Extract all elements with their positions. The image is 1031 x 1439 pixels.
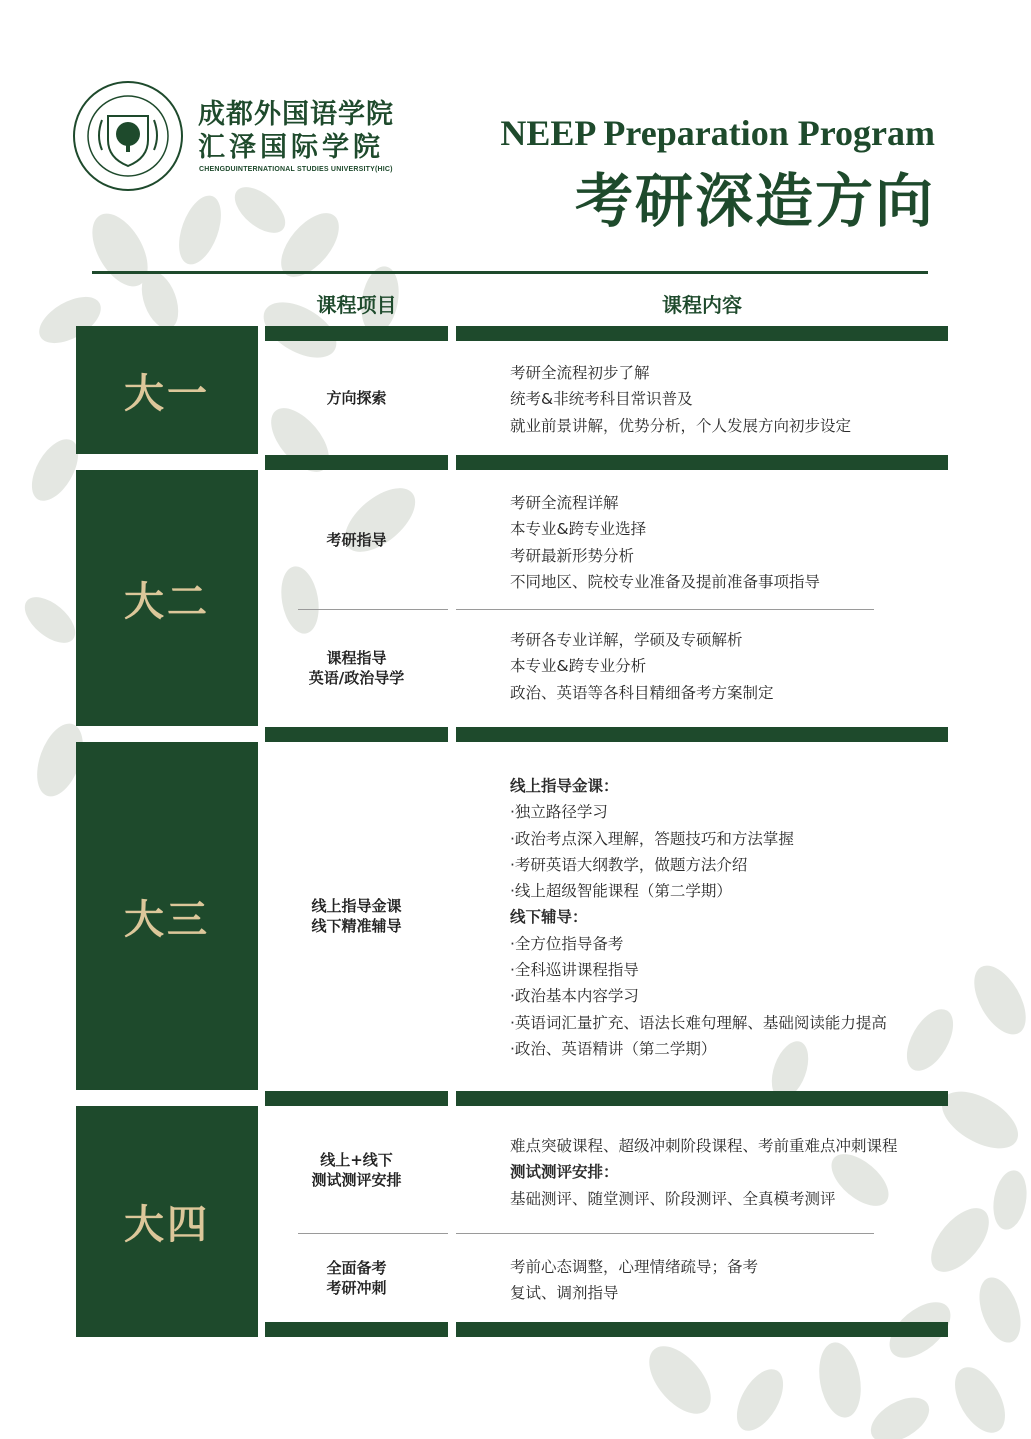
- content-line: 政治、英语等各科目精细备考方案制定: [510, 683, 774, 702]
- content-line: ·政治基本内容学习: [510, 987, 639, 1006]
- content-line: 考研最新形势分析: [510, 546, 635, 565]
- header-divider: [92, 271, 928, 274]
- content-line: ·全方位指导备考: [510, 934, 624, 953]
- content-line: 本专业&跨专业选择: [510, 520, 647, 539]
- row-bar: [456, 727, 948, 742]
- course-item: [265, 610, 448, 726]
- row-separator: [456, 1233, 874, 1234]
- course-item-line: 线上指导金课: [311, 897, 402, 915]
- row-bar: [456, 1322, 948, 1337]
- content-line: ·全科巡讲课程指导: [510, 961, 639, 980]
- course-item-line: 考研冲刺: [326, 1279, 387, 1297]
- course-item: [265, 342, 448, 454]
- content-line: 考研各专业详解，学硕及专硕解析: [510, 631, 743, 649]
- course-item-line: 线上+线下: [320, 1151, 393, 1169]
- content-line: 考研全流程详解: [510, 494, 619, 512]
- row-separator: [456, 609, 874, 610]
- content-line: ·考研英语大纲教学，做题方法介绍: [510, 855, 748, 874]
- content-line: ·线上超级智能课程（第二学期）: [510, 882, 732, 901]
- year-block-4: [76, 1106, 258, 1337]
- content-line: 复试、调剂指导: [510, 1284, 619, 1303]
- course-content: [510, 490, 820, 595]
- row-bar: [265, 1091, 448, 1106]
- row-bar: [265, 455, 448, 470]
- content-line: ·政治考点深入理解，答题技巧和方法掌握: [510, 829, 794, 848]
- year-label: 大四: [124, 1201, 210, 1248]
- course-item-line: 考研指导: [326, 531, 387, 549]
- row-bar: [456, 455, 948, 470]
- program-title-en: NEEP Preparation Program: [500, 113, 935, 153]
- content-line: 本专业&跨专业分析: [510, 657, 647, 676]
- school-name-cn-line1: 成都外国语学院: [198, 99, 394, 130]
- content-heading: 线上指导金课：: [510, 777, 619, 795]
- college-seal-logo: [72, 80, 184, 192]
- content-heading: 线下辅导：: [510, 908, 588, 927]
- course-item-line: 方向探索: [326, 389, 387, 407]
- course-content: [510, 773, 887, 1062]
- course-item-line: 测试测评安排: [311, 1171, 402, 1189]
- content-heading: 测试测评安排：: [510, 1163, 619, 1182]
- year-block-3: [76, 742, 258, 1090]
- content-line: ·政治、英语精讲（第二学期）: [510, 1039, 717, 1058]
- row-bar: [456, 326, 948, 341]
- content-line: 就业前景讲解，优势分析，个人发展方向初步设定: [510, 416, 852, 435]
- content-line: 基础测评、随堂测评、阶段测评、全真模考测评: [510, 1189, 836, 1208]
- year-block-2: [76, 470, 258, 726]
- course-content: [510, 1254, 758, 1307]
- course-item-line: 线下精准辅导: [311, 917, 402, 935]
- column-header-item: 课程项目: [316, 293, 397, 317]
- year-label: 大二: [124, 577, 210, 625]
- program-title-cn: 考研深造方向: [574, 167, 935, 235]
- content-line: 考前心态调整，心理情绪疏导；备考: [510, 1258, 759, 1276]
- year-label: 大一: [124, 369, 210, 417]
- school-name-en: CHENGDUINTERNATIONAL STUDIES UNIVERSITY(HIC): [199, 166, 393, 173]
- course-item: [265, 742, 448, 1090]
- content-line: ·独立路径学习: [510, 803, 608, 822]
- course-content: [510, 1133, 898, 1212]
- course-item: [265, 1106, 448, 1234]
- row-bar: [265, 1322, 448, 1337]
- column-header-content: 课程内容: [662, 293, 742, 317]
- course-item: [265, 1234, 448, 1322]
- content-line: 难点突破课程、超级冲刺阶段课程、考前重难点冲刺课程: [510, 1137, 898, 1155]
- year-block-1: [76, 326, 258, 454]
- course-content: [510, 627, 774, 706]
- content-line: 统考&非统考科目常识普及: [510, 390, 693, 409]
- content-line: ·英语词汇量扩充、语法长难句理解、基础阅读能力提高: [510, 1013, 887, 1032]
- row-bar: [265, 727, 448, 742]
- row-bar: [265, 326, 448, 341]
- school-name-cn-line2: 汇泽国际学院: [198, 132, 384, 163]
- content-line: 考研全流程初步了解: [510, 364, 650, 382]
- course-item-line: 课程指导: [326, 649, 387, 667]
- course-item: [265, 470, 448, 610]
- content-line: 不同地区、院校专业准备及提前准备事项指导: [510, 572, 821, 591]
- course-item-line: 英语/政治导学: [308, 669, 405, 687]
- course-content: [510, 360, 851, 439]
- row-bar: [456, 1091, 948, 1106]
- course-item-line: 全面备考: [326, 1259, 387, 1277]
- year-label: 大三: [124, 895, 210, 943]
